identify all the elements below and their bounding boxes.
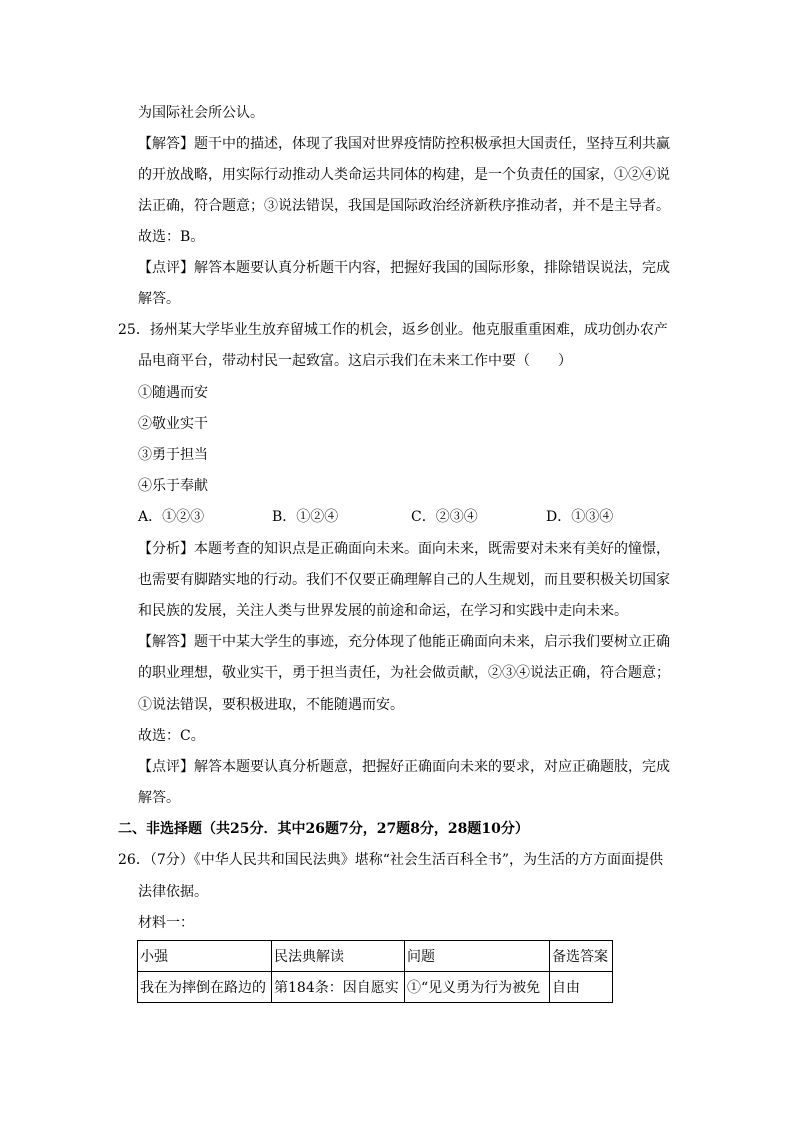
option-c: C．②③④ (411, 509, 478, 525)
text-line: 解答。 (138, 291, 180, 307)
option-b: B．①②④ (272, 509, 339, 525)
question-26: 26．（7分）《中华人民共和国民法典》堪称“社会生活百科全书”，为生活的方方面面提供 (118, 852, 664, 868)
text-line: 的开放战略，用实际行动推动人类命运共同体的构建，是一个负责任的国家，①②④说 (138, 167, 670, 183)
material-table (137, 940, 613, 1003)
text-line: 品电商平台，带动村民一起致富。这启示我们在未来工作中要（ ） (138, 353, 572, 369)
option-d: D．①③④ (546, 509, 614, 525)
table-header-cell: 小强 (138, 941, 272, 972)
comment-paragraph: 【点评】解答本题要认真分析题干内容，把握好我国的国际形象，排除错误说法，完成 (138, 260, 670, 276)
text-line: ①说法错误，要积极进取，不能随遇而安。 (138, 697, 404, 713)
text-line: 解答。 (138, 790, 180, 806)
table-header-cell: 备选答案 (550, 941, 613, 972)
text-line: 法正确，符合题意；③说法错误，我国是国际政治经济新秩序推动者，并不是主导者。 (138, 198, 670, 214)
text-line: 的职业理想，敬业实干，勇于担当责任，为社会做贡献，②③④说法正确，符合题意； (138, 665, 670, 681)
answer-paragraph: 【解答】题干中的描述，体现了我国对世界疫情防控积极承担大国责任，坚持互利共赢 (138, 136, 670, 152)
analysis-paragraph: 【分析】本题考查的知识点是正确面向未来。面向未来，既需要对未来有美好的憧憬， (138, 541, 670, 557)
answer-paragraph: 【解答】题干中某大学生的事迹，充分体现了他能正确面向未来，启示我们要树立正确 (138, 634, 670, 650)
text-line: 法律依据。 (138, 884, 208, 900)
table-cell: ①“见义勇为行为被免 (405, 972, 550, 1003)
section-heading: 二、非选择题（共25分．其中26题7分，27题8分，28题10分） (118, 821, 529, 837)
choice-result: 故选：B。 (138, 229, 205, 245)
table-cell: 第184条：因自愿实 (272, 972, 405, 1003)
table-header-row (138, 941, 613, 972)
text-line: 也需要有脚踏实地的行动。我们不仅要正确理解自己的人生规划，而且要积极关切国家 (138, 572, 670, 588)
statement-item: ④乐于奉献 (138, 478, 208, 494)
table-header-cell: 民法典解读 (272, 941, 405, 972)
table-row (138, 972, 613, 1003)
choice-result: 故选：C。 (138, 728, 205, 744)
table-header-cell: 问题 (405, 941, 550, 972)
text-line: 和民族的发展，关注人类与世界发展的前途和命运，在学习和实践中走向未来。 (138, 603, 628, 619)
question-25: 25．扬州某大学毕业生放弃留城工作的机会，返乡创业。他克服重重困难，成功创办农产 (118, 322, 668, 338)
statement-item: ②敬业实干 (138, 416, 208, 432)
table-cell: 我在为摔倒在路边的 (138, 972, 272, 1003)
statement-item: ①随遇而安 (138, 385, 208, 401)
material-label: 材料一： (138, 915, 194, 931)
table-cell: 自由 (550, 972, 613, 1003)
text-line: 为国际社会所公认。 (138, 105, 264, 121)
comment-paragraph: 【点评】解答本题要认真分析题意，把握好正确面向未来的要求，对应正确题肢，完成 (138, 759, 670, 775)
statement-item: ③勇于担当 (138, 447, 208, 463)
option-a: A．①②③ (138, 509, 205, 525)
